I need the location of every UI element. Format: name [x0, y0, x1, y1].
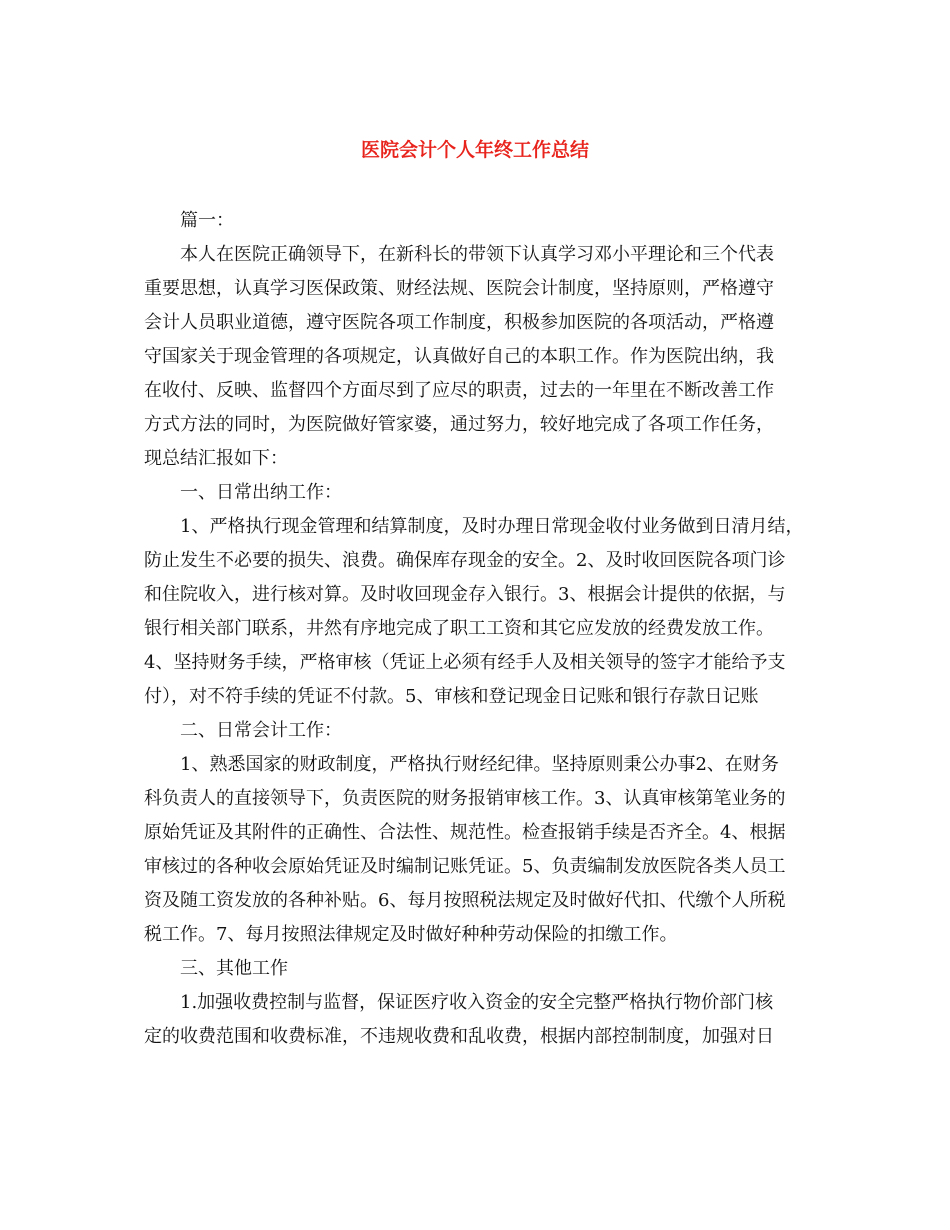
- text-line: 篇一：: [180, 210, 234, 231]
- document-title: 医院会计个人年终工作总结: [360, 139, 589, 161]
- text-line: 审核过的各种收会原始凭证及时编制记账凭证。5、负责编制发放医院各类人员工: [144, 856, 786, 877]
- text-line: 一、日常出纳工作：: [180, 482, 342, 503]
- text-line: 原始凭证及其附件的正确性、合法性、规范性。检查报销手续是否齐全。4、根据: [144, 822, 786, 843]
- text-line: 重要思想，认真学习医保政策、财经法规、医院会计制度，坚持原则，严格遵守: [144, 278, 774, 299]
- text-line: 定的收费范围和收费标准，不违规收费和乱收费，根据内部控制制度，加强对日: [144, 1026, 774, 1047]
- text-line: 银行相关部门联系，井然有序地完成了职工工资和其它应发放的经费发放工作。: [144, 618, 774, 639]
- text-line: 4、坚持财务手续，严格审核（凭证上必须有经手人及相关领导的签字才能给予支: [144, 652, 786, 673]
- text-line: 税工作。7、每月按照法律规定及时做好种种劳动保险的扣缴工作。: [144, 924, 678, 945]
- text-line: 资及随工资发放的各种补贴。6、每月按照税法规定及时做好代扣、代缴个人所税: [144, 890, 786, 911]
- text-line: 本人在医院正确领导下，在新科长的带领下认真学习邓小平理论和三个代表: [180, 244, 774, 265]
- text-line: 防止发生不必要的损失、浪费。确保库存现金的安全。2、及时收回医院各项门诊: [144, 550, 786, 571]
- text-line: 和住院收入，进行核对算。及时收回现金存入银行。3、根据会计提供的依据，与: [144, 584, 786, 605]
- text-line: 会计人员职业道德，遵守医院各项工作制度，积极参加医院的各项活动，严格遵: [144, 312, 774, 333]
- document-body: [144, 204, 824, 1054]
- text-line: 方式方法的同时，为医院做好管家婆，通过努力，较好地完成了各项工作任务，: [144, 414, 774, 435]
- text-line: 付），对不符手续的凭证不付款。5、审核和登记现金日记账和银行存款日记账: [144, 686, 759, 707]
- text-line: 现总结汇报如下：: [144, 448, 288, 469]
- text-line: 在收付、反映、监督四个方面尽到了应尽的职责，过去的一年里在不断改善工作: [144, 380, 774, 401]
- text-line: 1、严格执行现金管理和结算制度，及时办理日常现金收付业务做到日清月结，: [180, 516, 804, 537]
- text-line: 科负责人的直接领导下，负责医院的财务报销审核工作。3、认真审核第笔业务的: [144, 788, 786, 809]
- text-line: 二、日常会计工作：: [180, 720, 342, 741]
- text-line: 三、其他工作: [180, 958, 288, 979]
- text-line: 1、熟悉国家的财政制度，严格执行财经纪律。坚持原则秉公办事2、在财务: [180, 754, 779, 775]
- text-line: 守国家关于现金管理的各项规定，认真做好自己的本职工作。作为医院出纳，我: [144, 346, 774, 367]
- text-line: 1.加强收费控制与监督，保证医疗收入资金的安全完整严格执行物价部门核: [180, 992, 774, 1013]
